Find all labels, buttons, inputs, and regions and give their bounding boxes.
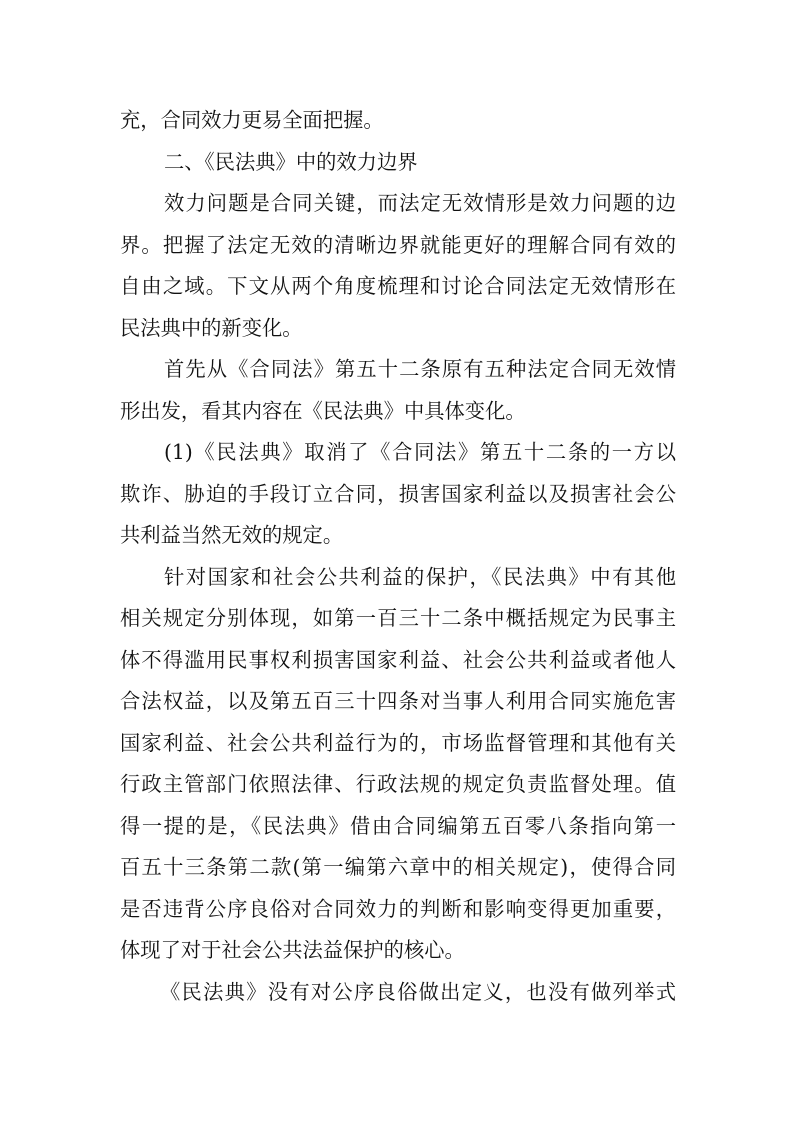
text-line: 共利益当然无效的规定。	[120, 523, 344, 547]
text-line: 欺诈、胁迫的手段订立合同，损害国家利益以及损害社会公	[120, 481, 676, 506]
body-text	[120, 100, 676, 1013]
text-line: 民法典中的新变化。	[120, 315, 303, 340]
text-line: 界。把握了法定无效的清晰边界就能更好的理解合同有效的	[120, 232, 676, 257]
text-line: 自由之域。下文从两个角度梳理和讨论合同法定无效情形在	[120, 274, 676, 298]
text-line: 国家利益、社会公共利益行为的，市场监督管理和其他有关	[120, 730, 676, 755]
text-line: 充，合同效力更易全面把握。	[120, 108, 384, 132]
text-line: 针对国家和社会公共利益的保护，《民法典》中有其他	[164, 564, 676, 589]
text-line: 合法权益，以及第五百三十四条对当事人利用合同实施危害	[120, 689, 676, 713]
text-line: 效力问题是合同关键，而法定无效情形是效力问题的边	[164, 191, 676, 215]
text-line: 体现了对于社会公共法益保护的核心。	[120, 938, 465, 962]
text-line: (1)《民法典》取消了《合同法》第五十二条的一方以	[164, 440, 676, 464]
text-line: 是否违背公序良俗对合同效力的判断和影响变得更加重要，	[120, 896, 676, 921]
text-line: 百五十三条第二款(第一编第六章中的相关规定)，使得合同	[120, 855, 676, 879]
text-line: 形出发，看其内容在《民法典》中具体变化。	[120, 398, 526, 423]
text-line: 《民法典》没有对公序良俗做出定义，也没有做列举式	[160, 979, 676, 1004]
text-line: 体不得滥用民事权利损害国家利益、社会公共利益或者他人	[120, 647, 676, 672]
text-line: 行政主管部门依照法律、行政法规的规定负责监督处理。值	[120, 772, 676, 796]
section-heading: 二、《民法典》中的效力边界	[164, 149, 418, 174]
text-line: 相关规定分别体现，如第一百三十二条中概括规定为民事主	[120, 606, 676, 630]
text-line: 首先从《合同法》第五十二条原有五种法定合同无效情	[164, 357, 676, 381]
text-line: 得一提的是，《民法典》借由合同编第五百零八条指向第一	[120, 813, 676, 838]
